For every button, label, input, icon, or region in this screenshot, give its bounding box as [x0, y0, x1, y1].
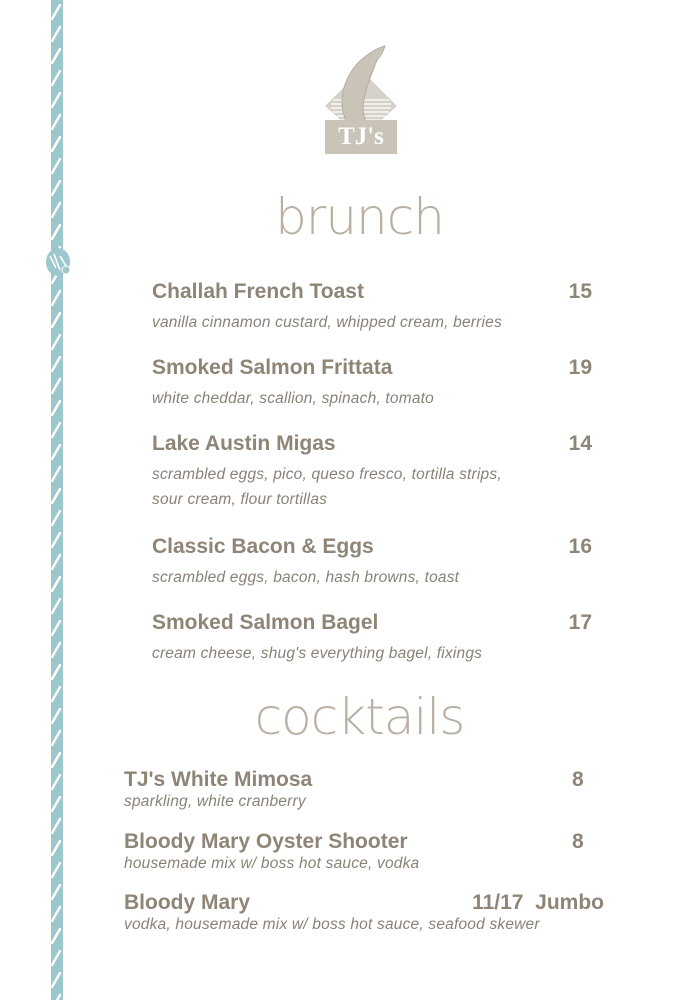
menu-item — [152, 535, 592, 590]
menu-item — [152, 280, 592, 335]
menu-item — [152, 432, 592, 512]
item-name: Lake Austin Migas — [152, 432, 336, 455]
item-name: TJ's White Mimosa — [124, 768, 313, 791]
item-description: housemade mix w/ boss hot sauce, vodka — [124, 855, 420, 872]
item-description: sparkling, white cranberry — [124, 793, 306, 810]
item-name: Bloody Mary Oyster Shooter — [124, 830, 408, 853]
item-description: vodka, housemade mix w/ boss hot sauce, seafood skewer — [124, 916, 540, 933]
item-name: Smoked Salmon Bagel — [152, 611, 379, 634]
brunch-heading: brunch — [275, 188, 444, 246]
item-price: 17 — [568, 611, 592, 634]
item-price: 15 — [568, 280, 592, 303]
logo-text: TJ's — [338, 123, 384, 150]
menu-item — [124, 768, 604, 812]
item-name: Bloody Mary — [124, 891, 251, 914]
item-description: vanilla cinnamon custard, whipped cream, berries — [152, 314, 502, 331]
item-price: 11/17 Jumbo — [472, 891, 604, 914]
item-price: 14 — [568, 432, 592, 455]
item-description-line2: sour cream, flour tortillas — [152, 491, 328, 508]
item-name: Smoked Salmon Frittata — [152, 356, 393, 379]
item-name: Classic Bacon & Eggs — [152, 535, 374, 558]
item-description: scrambled eggs, pico, queso fresco, tortilla strips, — [152, 466, 502, 483]
menu-item — [152, 611, 592, 666]
item-description: cream cheese, shug's everything bagel, fixings — [152, 645, 483, 662]
item-price: 8 — [572, 768, 584, 791]
menu-item — [124, 891, 604, 935]
item-price: 8 — [572, 830, 584, 853]
item-price: 16 — [568, 535, 592, 558]
rope-decoration-icon — [48, 0, 66, 1000]
menu-item — [124, 830, 604, 874]
item-description: scrambled eggs, bacon, hash browns, toast — [152, 569, 460, 586]
item-price: 19 — [568, 356, 592, 379]
tjs-logo — [323, 40, 399, 155]
item-description: white cheddar, scallion, spinach, tomato — [152, 390, 434, 407]
item-name: Challah French Toast — [152, 280, 364, 303]
menu-item — [152, 356, 592, 411]
cocktails-heading: cocktails — [254, 688, 465, 746]
